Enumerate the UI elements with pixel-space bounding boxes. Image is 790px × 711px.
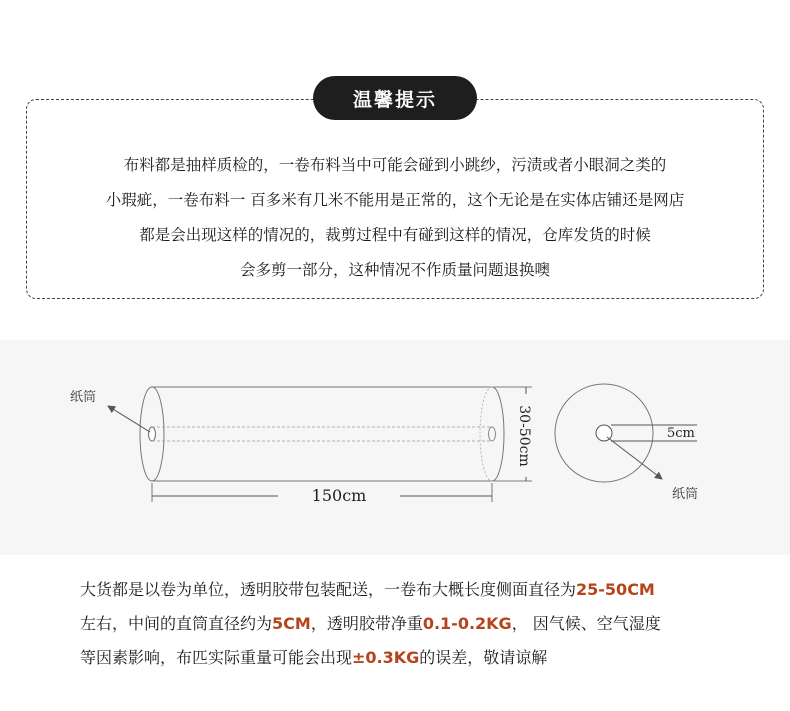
- roll-side-view: [140, 387, 504, 481]
- description-line-3: 等因素影响，布匹实际重量可能会出现±0.3KG的误差，敬请谅解: [80, 648, 548, 667]
- roll-right-end: [492, 387, 504, 481]
- core-diameter-highlight: 5CM: [272, 614, 311, 633]
- notice-title: 温馨提示: [313, 76, 477, 120]
- description-line-2: 左右，中间的直筒直径约为5CM，透明胶带净重0.1-0.2KG， 因气候、空气湿度: [80, 614, 661, 633]
- description: [80, 573, 770, 675]
- notice-line-4: 会多剪一部分，这种情况不作质量问题退换噢: [239, 261, 550, 279]
- roll-end-view: [555, 384, 698, 502]
- notice-line-2: 小瑕疵，一卷布料一 百多米有几米不能用是正常的，这个无论是在实体店铺还是网店: [105, 191, 685, 209]
- notice-line-3: 都是会出现这样的情况的，裁剪过程中有碰到这样的情况，仓库发货的时候: [139, 226, 651, 244]
- description-line-1: 大货都是以卷为单位，透明胶带包装配送，一卷布大概长度侧面直径为25-50CM: [80, 580, 655, 599]
- diameter-highlight: 25-50CM: [576, 580, 655, 599]
- tube-pointer-left: [70, 390, 150, 432]
- length-dimension: [152, 483, 492, 505]
- tape-weight-highlight: 0.1-0.2KG: [422, 614, 512, 633]
- length-label: 150cm: [311, 486, 367, 505]
- fabric-roll-diagram: [0, 340, 790, 555]
- tube-label-right: 纸筒: [672, 487, 699, 502]
- diameter-dimension: [494, 387, 532, 481]
- tube-label-left: 纸筒: [70, 390, 97, 405]
- weight-error-highlight: ±0.3KG: [352, 648, 420, 667]
- diameter-label: 30-50cm: [516, 405, 532, 467]
- core-diameter-label: 5cm: [667, 426, 695, 441]
- notice-line-1: 布料都是抽样质检的，一卷布料当中可能会碰到小跳纱，污渍或者小眼洞之类的: [123, 156, 667, 174]
- notice-text: [40, 148, 750, 288]
- core-hole-left: [149, 427, 156, 441]
